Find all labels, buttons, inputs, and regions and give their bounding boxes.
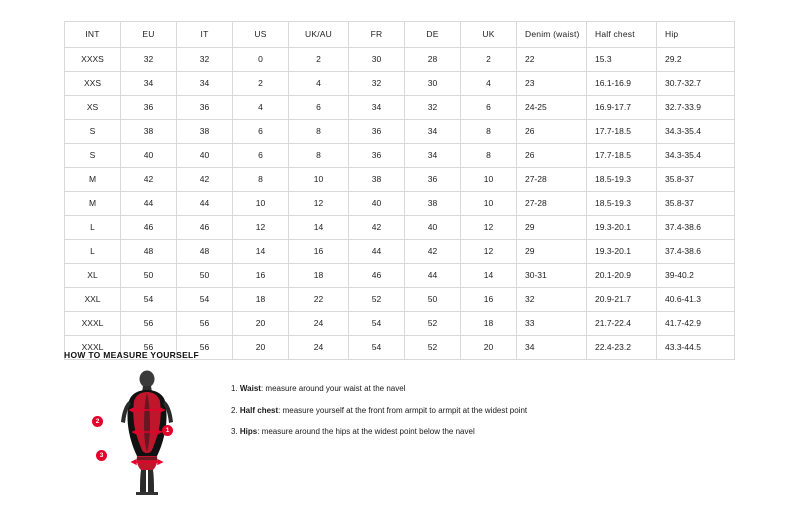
- table-cell: 34: [121, 72, 177, 96]
- table-cell: 8: [461, 120, 517, 144]
- table-cell: 42: [349, 216, 405, 240]
- table-cell: 10: [233, 192, 289, 216]
- table-cell: 29: [517, 216, 587, 240]
- table-row: [65, 288, 735, 312]
- table-cell: 6: [233, 120, 289, 144]
- table-cell: 26: [517, 120, 587, 144]
- column-header-fr: FR: [349, 22, 405, 48]
- table-row: [65, 264, 735, 288]
- table-cell: 42: [121, 168, 177, 192]
- table-cell: 44: [177, 192, 233, 216]
- table-cell: 16: [289, 240, 349, 264]
- table-cell: 8: [289, 120, 349, 144]
- table-cell: 27-28: [517, 168, 587, 192]
- table-row: [65, 216, 735, 240]
- table-cell: 18: [289, 264, 349, 288]
- table-row: [65, 72, 735, 96]
- table-cell: 16: [233, 264, 289, 288]
- table-row: [65, 192, 735, 216]
- table-cell: 36: [121, 96, 177, 120]
- table-cell: 52: [349, 288, 405, 312]
- table-cell: 40.6-41.3: [657, 288, 735, 312]
- table-cell: 52: [405, 312, 461, 336]
- table-cell: 56: [121, 312, 177, 336]
- table-cell: 16: [461, 288, 517, 312]
- table-cell: 0: [233, 48, 289, 72]
- table-cell: 50: [121, 264, 177, 288]
- table-cell: 43.3-44.5: [657, 336, 735, 360]
- table-cell: 40: [405, 216, 461, 240]
- table-cell: 18.5-19.3: [587, 168, 657, 192]
- instruction-number: 2.: [231, 405, 238, 415]
- table-cell: 2: [461, 48, 517, 72]
- table-cell: 54: [177, 288, 233, 312]
- table-cell: 21.7-22.4: [587, 312, 657, 336]
- table-cell: 18: [233, 288, 289, 312]
- table-cell: 20: [461, 336, 517, 360]
- table-cell: 40: [121, 144, 177, 168]
- table-cell: XS: [65, 96, 121, 120]
- column-header-de: DE: [405, 22, 461, 48]
- table-cell: 18.5-19.3: [587, 192, 657, 216]
- table-cell: 12: [461, 240, 517, 264]
- size-table-container: [64, 21, 734, 360]
- table-row: [65, 144, 735, 168]
- table-cell: 10: [461, 192, 517, 216]
- table-cell: 32: [517, 288, 587, 312]
- table-cell: 34: [517, 336, 587, 360]
- table-cell: 23: [517, 72, 587, 96]
- table-cell: 6: [233, 144, 289, 168]
- table-cell: 56: [121, 336, 177, 360]
- table-cell: 32.7-33.9: [657, 96, 735, 120]
- table-row: [65, 168, 735, 192]
- instruction-number: 3.: [231, 427, 238, 437]
- table-cell: 10: [461, 168, 517, 192]
- table-cell: 44: [405, 264, 461, 288]
- table-row: [65, 96, 735, 120]
- table-cell: 30-31: [517, 264, 587, 288]
- table-cell: 22: [517, 48, 587, 72]
- instruction-term: Half chest: [239, 405, 279, 415]
- column-header-it: IT: [177, 22, 233, 48]
- table-cell: 19.3-20.1: [587, 216, 657, 240]
- table-cell: 35.8-37: [657, 168, 735, 192]
- badge-half-chest: 2: [92, 416, 103, 427]
- table-cell: 20.9-21.7: [587, 288, 657, 312]
- table-cell: 8: [461, 144, 517, 168]
- table-cell: 12: [289, 192, 349, 216]
- table-cell: 17.7-18.5: [587, 120, 657, 144]
- table-cell: 48: [121, 240, 177, 264]
- measure-instructions: [231, 370, 527, 449]
- table-header-row: [65, 22, 735, 48]
- table-cell: S: [65, 144, 121, 168]
- table-cell: 12: [461, 216, 517, 240]
- table-cell: 20: [233, 336, 289, 360]
- table-cell: 36: [177, 96, 233, 120]
- table-cell: 38: [405, 192, 461, 216]
- how-to-measure-section: [64, 350, 734, 495]
- column-header-half-chest: Half chest: [587, 22, 657, 48]
- table-cell: 30: [349, 48, 405, 72]
- table-row: [65, 48, 735, 72]
- table-cell: 35.8-37: [657, 192, 735, 216]
- table-cell: 8: [289, 144, 349, 168]
- table-cell: 34: [405, 144, 461, 168]
- instruction-text: : measure around the hips at the widest point below the navel: [257, 427, 475, 437]
- table-cell: 42: [177, 168, 233, 192]
- table-cell: 54: [349, 312, 405, 336]
- mannequin-figure: [92, 370, 207, 495]
- table-cell: 54: [121, 288, 177, 312]
- table-cell: S: [65, 120, 121, 144]
- table-cell: XXXS: [65, 48, 121, 72]
- table-cell: 36: [349, 120, 405, 144]
- column-header-uk: UK: [461, 22, 517, 48]
- instruction-number: 1.: [231, 384, 238, 393]
- table-cell: 56: [177, 312, 233, 336]
- table-cell: 30: [405, 72, 461, 96]
- table-body: [65, 48, 735, 360]
- table-cell: 16.9-17.7: [587, 96, 657, 120]
- instruction-term: Waist: [239, 384, 261, 393]
- column-header-hip: Hip: [657, 22, 735, 48]
- table-cell: 50: [405, 288, 461, 312]
- table-cell: 14: [289, 216, 349, 240]
- table-cell: 38: [349, 168, 405, 192]
- table-cell: L: [65, 216, 121, 240]
- badge-hips: 3: [96, 450, 107, 461]
- instruction-term: Hips: [239, 427, 258, 437]
- table-cell: 14: [233, 240, 289, 264]
- table-cell: 34.3-35.4: [657, 144, 735, 168]
- table-cell: 26: [517, 144, 587, 168]
- table-cell: XXL: [65, 288, 121, 312]
- table-cell: 52: [405, 336, 461, 360]
- table-cell: XXXL: [65, 336, 121, 360]
- column-header-int: INT: [65, 22, 121, 48]
- table-cell: 4: [233, 96, 289, 120]
- table-row: [65, 312, 735, 336]
- table-cell: 32: [177, 48, 233, 72]
- table-row: [65, 240, 735, 264]
- table-row: [65, 120, 735, 144]
- table-cell: 36: [349, 144, 405, 168]
- table-cell: 2: [233, 72, 289, 96]
- table-cell: 27-28: [517, 192, 587, 216]
- table-cell: 46: [349, 264, 405, 288]
- column-header-denim-waist: Denim (waist): [517, 22, 587, 48]
- table-cell: 40: [177, 144, 233, 168]
- table-cell: 50: [177, 264, 233, 288]
- instruction-hips: [231, 427, 527, 437]
- table-cell: 22.4-23.2: [587, 336, 657, 360]
- column-header-eu: EU: [121, 22, 177, 48]
- table-cell: 56: [177, 336, 233, 360]
- table-cell: 29: [517, 240, 587, 264]
- table-cell: XL: [65, 264, 121, 288]
- table-cell: 42: [405, 240, 461, 264]
- column-header-us: US: [233, 22, 289, 48]
- table-cell: 33: [517, 312, 587, 336]
- table-cell: 12: [233, 216, 289, 240]
- table-cell: 32: [349, 72, 405, 96]
- table-cell: 17.7-18.5: [587, 144, 657, 168]
- table-cell: 32: [405, 96, 461, 120]
- table-cell: 46: [177, 216, 233, 240]
- table-cell: 40: [349, 192, 405, 216]
- table-cell: 4: [289, 72, 349, 96]
- table-cell: 30.7-32.7: [657, 72, 735, 96]
- table-cell: 24: [289, 336, 349, 360]
- table-cell: 48: [177, 240, 233, 264]
- table-cell: 38: [121, 120, 177, 144]
- table-cell: L: [65, 240, 121, 264]
- table-cell: 34: [177, 72, 233, 96]
- instruction-half-chest: [231, 406, 527, 416]
- table-cell: 20.1-20.9: [587, 264, 657, 288]
- table-cell: 8: [233, 168, 289, 192]
- table-cell: 41.7-42.9: [657, 312, 735, 336]
- table-cell: 15.3: [587, 48, 657, 72]
- table-cell: 24-25: [517, 96, 587, 120]
- table-cell: 22: [289, 288, 349, 312]
- table-cell: 19.3-20.1: [587, 240, 657, 264]
- table-cell: 29.2: [657, 48, 735, 72]
- size-conversion-table: [64, 21, 735, 360]
- table-cell: XXS: [65, 72, 121, 96]
- table-cell: 46: [121, 216, 177, 240]
- table-cell: 32: [121, 48, 177, 72]
- table-cell: 28: [405, 48, 461, 72]
- table-cell: 2: [289, 48, 349, 72]
- how-to-measure-title: HOW TO MEASURE YOURSELF: [64, 350, 200, 360]
- table-cell: 16.1-16.9: [587, 72, 657, 96]
- table-cell: 36: [405, 168, 461, 192]
- table-cell: 54: [349, 336, 405, 360]
- table-cell: 34.3-35.4: [657, 120, 735, 144]
- table-cell: 10: [289, 168, 349, 192]
- table-cell: 18: [461, 312, 517, 336]
- table-cell: M: [65, 168, 121, 192]
- table-cell: 44: [349, 240, 405, 264]
- table-header: [65, 22, 735, 48]
- table-cell: 39-40.2: [657, 264, 735, 288]
- column-header-uk-au: UK/AU: [289, 22, 349, 48]
- table-cell: 34: [405, 120, 461, 144]
- table-cell: 38: [177, 120, 233, 144]
- table-cell: 34: [349, 96, 405, 120]
- table-cell: 24: [289, 312, 349, 336]
- table-cell: 6: [461, 96, 517, 120]
- table-cell: 4: [461, 72, 517, 96]
- table-cell: M: [65, 192, 121, 216]
- instruction-text: : measure yourself at the front from armpit to armpit at the widest point: [278, 405, 528, 415]
- table-cell: 14: [461, 264, 517, 288]
- table-cell: XXXL: [65, 312, 121, 336]
- instruction-text: : measure around your waist at the navel: [260, 384, 406, 393]
- how-to-measure-body: [64, 370, 734, 495]
- table-cell: 6: [289, 96, 349, 120]
- table-cell: 44: [121, 192, 177, 216]
- table-cell: 37.4-38.6: [657, 240, 735, 264]
- badge-waist: 1: [162, 425, 173, 436]
- instruction-waist: [231, 384, 527, 394]
- table-cell: 20: [233, 312, 289, 336]
- table-cell: 37.4-38.6: [657, 216, 735, 240]
